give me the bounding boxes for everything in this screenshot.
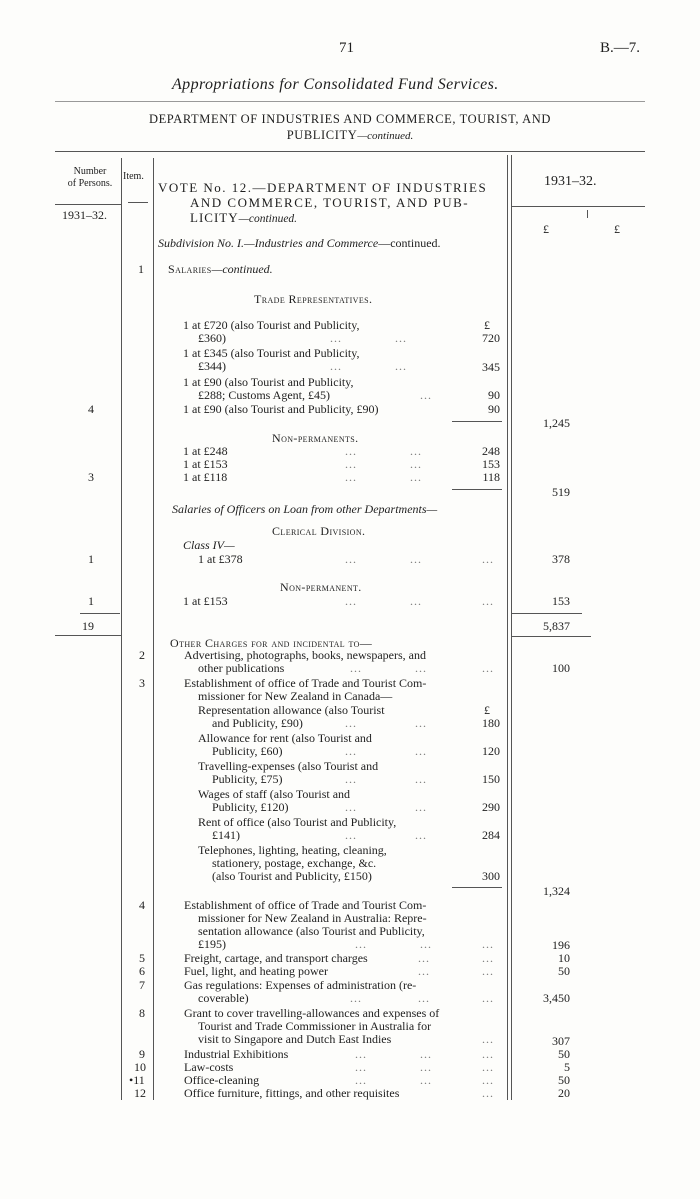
- leader-dots: ...: [482, 937, 494, 951]
- leader-dots: ...: [420, 388, 432, 402]
- item-3-sub-6-line1: Telephones, lighting, heating, cleaning,: [198, 843, 387, 857]
- class-label: Class IV—: [183, 538, 235, 552]
- leader-dots: ...: [345, 716, 357, 730]
- persons-rule: [55, 635, 121, 636]
- item-8-amount: 307: [552, 1034, 570, 1048]
- page-title: Appropriations for Consolidated Fund Services.: [172, 76, 499, 93]
- vote-heading-line2: AND COMMERCE, TOURIST, AND PUB-: [190, 195, 470, 210]
- leader-dots: ...: [345, 552, 357, 566]
- trade-rep-1-amount: 720: [482, 331, 500, 345]
- trade-rep-3-line2: £288; Customs Agent, £45): [198, 388, 331, 402]
- trade-rep-2-line2: £344): [198, 359, 226, 373]
- persons-column-rule: [121, 158, 122, 1100]
- trade-rep-2-line1: 1 at £345 (also Tourist and Publicity,: [183, 346, 360, 360]
- currency-symbol-left: £: [543, 222, 549, 236]
- trade-rep-2-amount: 345: [482, 360, 500, 374]
- leader-dots: ...: [345, 828, 357, 842]
- leader-dots: ...: [330, 331, 342, 345]
- item-7-line1: Gas regulations: Expenses of administration (re-: [184, 978, 417, 992]
- item-3-sub-1-amount: 180: [482, 716, 500, 730]
- leader-dots: ...: [350, 661, 362, 675]
- subtotal-rule: [452, 421, 502, 422]
- title-rule: [55, 101, 645, 102]
- trade-rep-persons: 4: [88, 402, 94, 416]
- leader-dots: ...: [355, 1060, 367, 1074]
- leader-dots: ...: [420, 1060, 432, 1074]
- item-4-number: 4: [139, 898, 145, 912]
- leader-dots: ...: [345, 772, 357, 786]
- non-permanent-persons: 1: [88, 594, 94, 608]
- leader-dots: ...: [420, 1073, 432, 1087]
- item-2-amount: 100: [552, 661, 570, 675]
- page-number: 71: [339, 40, 354, 56]
- item-4-line4: £195): [198, 937, 226, 951]
- non-permanent-1-amount: 248: [482, 444, 500, 458]
- salaries-heading: Salaries—continued.: [168, 262, 273, 276]
- item-4-line2: missioner for New Zealand in Australia: Repre-: [198, 911, 427, 925]
- leader-dots: ...: [345, 444, 357, 458]
- leader-dots: ...: [395, 359, 407, 373]
- persons-total-rule: [80, 613, 120, 614]
- salaries-item-number: 1: [138, 262, 144, 276]
- item-3-sub-1-line1: Representation allowance (also Tourist: [198, 703, 385, 717]
- item-9-line1: Industrial Exhibitions: [184, 1047, 289, 1061]
- item-10-amount: 5: [564, 1060, 570, 1074]
- leader-dots: ...: [482, 964, 494, 978]
- item-11-number: •11: [129, 1073, 145, 1087]
- clerical-persons: 1: [88, 552, 94, 566]
- trade-rep-3-amount: 90: [488, 388, 500, 402]
- trade-rep-1-line1: 1 at £720 (also Tourist and Publicity,: [183, 318, 360, 332]
- item-10-number: 10: [134, 1060, 146, 1074]
- item-3-number: 3: [139, 676, 145, 690]
- leader-dots: ...: [482, 594, 494, 608]
- leader-dots: ...: [482, 552, 494, 566]
- trade-rep-4-line1: 1 at £90 (also Tourist and Publicity, £90): [183, 402, 379, 416]
- leader-dots: ...: [415, 828, 427, 842]
- non-permanent-amount: 153: [552, 594, 570, 608]
- non-permanent-1-label: 1 at £248: [183, 444, 228, 458]
- leader-dots: ...: [415, 661, 427, 675]
- vote-heading-line1: VOTE No. 12.—DEPARTMENT OF INDUSTRIES: [158, 180, 488, 195]
- item-3-sub-4-line2: Publicity, £120): [212, 800, 289, 814]
- item-3-line1: Establishment of office of Trade and Tourist Com-: [184, 676, 427, 690]
- item-5-number: 5: [139, 951, 145, 965]
- item-3-sub-6-line2: stationery, postage, exchange, &c.: [212, 856, 377, 870]
- leader-dots: ...: [418, 951, 430, 965]
- item-3-sub-5-amount: 284: [482, 828, 500, 842]
- item-6-amount: 50: [558, 964, 570, 978]
- leader-dots: ...: [355, 1047, 367, 1061]
- loan-officers-heading: Salaries of Officers on Loan from other Departments—: [172, 502, 438, 516]
- leader-dots: ...: [330, 359, 342, 373]
- leader-dots: ...: [482, 1032, 494, 1046]
- item-5-line1: Freight, cartage, and transport charges: [184, 951, 368, 965]
- item-3-sub-4-line1: Wages of staff (also Tourist and: [198, 787, 351, 801]
- item-2-number: 2: [139, 648, 145, 662]
- pound-sign: £: [484, 703, 490, 717]
- leader-dots: ...: [420, 937, 432, 951]
- item-3-sub-6-amount: 300: [482, 869, 500, 883]
- item-6-line1: Fuel, light, and heating power: [184, 964, 328, 978]
- subtotal-rule: [452, 887, 502, 888]
- amount-total-rule: [512, 613, 582, 614]
- leader-dots: ...: [482, 991, 494, 1005]
- non-permanents-heading: Non-permanents.: [272, 431, 359, 445]
- leader-dots: ...: [418, 991, 430, 1005]
- item-3-sub-2-line2: Publicity, £60): [212, 744, 283, 758]
- trade-rep-3-line1: 1 at £90 (also Tourist and Publicity,: [183, 375, 354, 389]
- item-7-amount: 3,450: [543, 991, 570, 1005]
- leader-dots: ...: [418, 964, 430, 978]
- subtotal-rule: [452, 489, 502, 490]
- leader-dots: ...: [482, 1086, 494, 1100]
- document-reference: B.—7.: [600, 40, 641, 56]
- item-12-amount: 20: [558, 1086, 570, 1100]
- non-permanent-total: 519: [552, 485, 570, 499]
- leader-dots: ...: [415, 744, 427, 758]
- item-3-total: 1,324: [543, 884, 570, 898]
- leader-dots: ...: [345, 800, 357, 814]
- vote-heading-line3: LICITY—continued.: [190, 210, 298, 225]
- non-permanent-persons: 3: [88, 470, 94, 484]
- item-4-amount: 196: [552, 938, 570, 952]
- item-column-heading: Item.: [123, 171, 144, 182]
- leader-dots: ...: [415, 772, 427, 786]
- table-top-rule: [55, 151, 645, 152]
- non-permanent-3-label: 1 at £118: [183, 470, 228, 484]
- leader-dots: ...: [415, 716, 427, 730]
- item-5-amount: 10: [558, 951, 570, 965]
- item-6-number: 6: [139, 964, 145, 978]
- item-3-sub-5-line2: £141): [212, 828, 240, 842]
- department-heading-line1: DEPARTMENT OF INDUSTRIES AND COMMERCE, TOURIST, AND: [148, 112, 552, 126]
- trade-representatives-heading: Trade Representatives.: [254, 292, 373, 306]
- item-9-amount: 50: [558, 1047, 570, 1061]
- leader-dots: ...: [410, 457, 422, 471]
- item-3-sub-1-line2: and Publicity, £90): [212, 716, 303, 730]
- leader-dots: ...: [345, 457, 357, 471]
- item-11-line1: Office-cleaning: [184, 1073, 260, 1087]
- leader-dots: ...: [410, 444, 422, 458]
- item-12-line1: Office furniture, fittings, and other requisites: [184, 1086, 400, 1100]
- item-3-sub-6-line3: (also Tourist and Publicity, £150): [212, 869, 372, 883]
- item-8-line3: visit to Singapore and Dutch East Indies: [198, 1032, 392, 1046]
- item-8-line1: Grant to cover travelling-allowances and expenses of: [184, 1006, 440, 1020]
- leader-dots: ...: [345, 594, 357, 608]
- trade-rep-4-amount: 90: [488, 402, 500, 416]
- persons-year-heading: 1931–32.: [62, 208, 107, 222]
- item-8-line2: Tourist and Trade Commissioner in Australia for: [198, 1019, 432, 1033]
- leader-dots: ...: [482, 661, 494, 675]
- item-3-line2: missioner for New Zealand in Canada—: [198, 689, 393, 703]
- leader-dots: ...: [420, 1047, 432, 1061]
- item-heading-dash: [128, 202, 148, 203]
- leader-dots: ...: [410, 594, 422, 608]
- department-heading-line2: PUBLICITY—continued.: [286, 128, 414, 142]
- leader-dots: ...: [482, 1060, 494, 1074]
- leader-dots: ...: [410, 552, 422, 566]
- leader-dots: ...: [345, 744, 357, 758]
- total-persons: 19: [82, 619, 94, 633]
- item-12-number: 12: [134, 1086, 146, 1100]
- item-7-number: 7: [139, 978, 145, 992]
- item-3-sub-3-line2: Publicity, £75): [212, 772, 283, 786]
- persons-column-heading: Number of Persons.: [67, 166, 113, 189]
- year-heading: 1931–32.: [544, 174, 597, 189]
- item-11-amount: 50: [558, 1073, 570, 1087]
- item-3-sub-4-amount: 290: [482, 800, 500, 814]
- year-heading-rule: [511, 206, 645, 207]
- amount-rule: [511, 636, 591, 637]
- leader-dots: ...: [410, 470, 422, 484]
- salaries-total: 5,837: [543, 619, 570, 633]
- item-4-line3: sentation allowance (also Tourist and Publicity,: [198, 924, 425, 938]
- item-3-sub-2-amount: 120: [482, 744, 500, 758]
- leader-dots: ...: [345, 470, 357, 484]
- non-permanent-item: 1 at £153: [183, 594, 228, 608]
- non-permanent-heading: Non-permanent.: [280, 580, 362, 594]
- leader-dots: ...: [415, 800, 427, 814]
- leader-dots: ...: [355, 937, 367, 951]
- clerical-item: 1 at £378: [198, 552, 243, 566]
- item-7-line2: coverable): [198, 991, 249, 1005]
- item-10-line1: Law-costs: [184, 1060, 234, 1074]
- non-permanent-3-amount: 118: [482, 470, 500, 484]
- pound-sign: £: [484, 318, 490, 332]
- item-3-sub-5-line1: Rent of office (also Tourist and Publicity,: [198, 815, 397, 829]
- clerical-division-heading: Clerical Division.: [272, 524, 366, 538]
- amount-column-rule-left: [507, 155, 508, 1100]
- currency-divider: [587, 210, 588, 218]
- item-9-number: 9: [139, 1047, 145, 1061]
- other-charges-heading: Other Charges for and incidental to—: [170, 636, 373, 650]
- leader-dots: ...: [350, 991, 362, 1005]
- leader-dots: ...: [482, 951, 494, 965]
- item-3-sub-3-amount: 150: [482, 772, 500, 786]
- leader-dots: ...: [482, 1073, 494, 1087]
- item-3-sub-3-line1: Travelling-expenses (also Tourist and: [198, 759, 379, 773]
- leader-dots: ...: [395, 331, 407, 345]
- item-4-line1: Establishment of office of Trade and Tourist Com-: [184, 898, 427, 912]
- item-column-rule: [153, 158, 154, 1100]
- item-8-number: 8: [139, 1006, 145, 1020]
- item-2-line2: other publications: [198, 661, 285, 675]
- persons-heading-rule: [55, 204, 121, 205]
- non-permanent-2-label: 1 at £153: [183, 457, 228, 471]
- currency-symbol-right: £: [614, 222, 620, 236]
- item-3-sub-2-line1: Allowance for rent (also Tourist and: [198, 731, 372, 745]
- trade-rep-1-line2: £360): [198, 331, 226, 345]
- amount-column-rule-right: [511, 155, 512, 1100]
- leader-dots: ...: [482, 1047, 494, 1061]
- non-permanent-2-amount: 153: [482, 457, 500, 471]
- item-2-line1: Advertising, photographs, books, newspapers, and: [184, 648, 426, 662]
- clerical-amount: 378: [552, 552, 570, 566]
- subdivision-heading: Subdivision No. I.—Industries and Commerce—continued.: [158, 236, 441, 250]
- trade-rep-total: 1,245: [543, 416, 570, 430]
- leader-dots: ...: [355, 1073, 367, 1087]
